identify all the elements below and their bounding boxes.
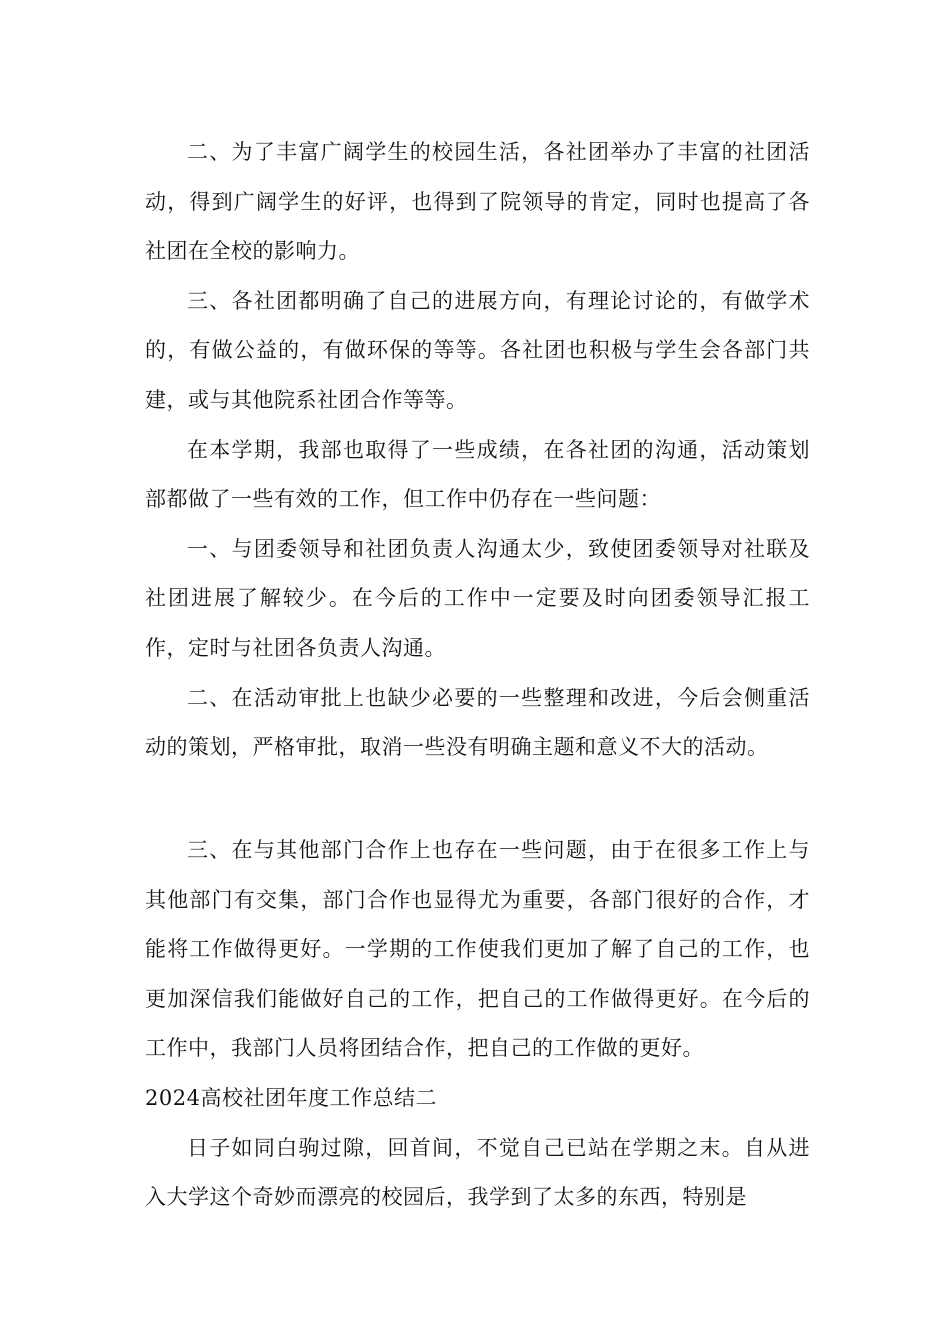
paragraph-club-activities: 二、为了丰富广阔学生的校园生活，各社团举办了丰富的社团活动，得到广阔学生的好评，也得到了院领导的肯定，同时也提高了各社团在全校的影响力。 — [145, 140, 810, 264]
paragraph-summary-two-intro: 日子如同白驹过隙，回首间，不觉自己已站在学期之末。自从进入大学这个奇妙而漂亮的校园后，我学到了太多的东西，特别是 — [145, 1135, 810, 1210]
paragraph-club-direction: 三、各社团都明确了自己的进展方向，有理论讨论的，有做学术的，有做公益的，有做环保的等等。各社团也积极与学生会各部门共建，或与其他院系社团合作等等。 — [145, 288, 810, 412]
document-body-part-2 — [145, 826, 810, 1223]
section-title: 2024高校社团年度工作总结二 — [145, 1085, 437, 1110]
paragraph-approval-issue: 二、在活动审批上也缺少必要的一些整理和改进，今后会侧重活动的策划，严格审批，取消一些没有明确主题和意义不大的活动。 — [145, 685, 810, 760]
paragraph-cooperation-issue: 三、在与其他部门合作上也存在一些问题，由于在很多工作上与其他部门有交集，部门合作也显得尤为重要，各部门很好的合作，才能将工作做得更好。一学期的工作使我们更加了解了自己的工作，也更加深信我们能做好自己的工作，把自己的工作做得更好。在今后的工作中，我部门人员将团结合作，把自己的工作做的更好。 — [145, 838, 810, 1061]
document-body-part-1 — [145, 128, 810, 773]
paragraph-communication-issue: 一、与团委领导和社团负责人沟通太少，致使团委领导对社联及社团进展了解较少。在今后的工作中一定要及时向团委领导汇报工作，定时与社团各负责人沟通。 — [145, 536, 810, 660]
paragraph-achievements: 在本学期，我部也取得了一些成绩，在各社团的沟通，活动策划部都做了一些有效的工作，但工作中仍存在一些问题： — [145, 437, 810, 512]
